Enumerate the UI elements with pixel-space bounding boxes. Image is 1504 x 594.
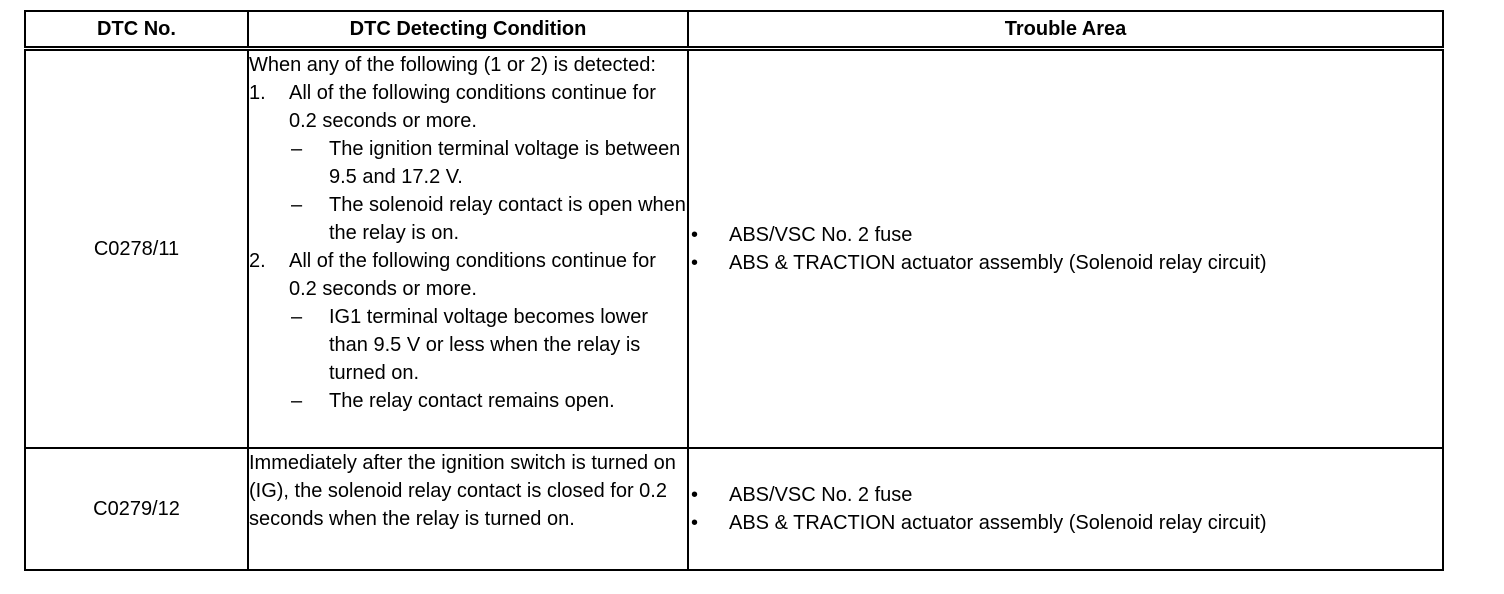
header-trouble-area: Trouble Area <box>688 11 1443 49</box>
trouble-area <box>688 49 1443 449</box>
item-number: 2. <box>249 250 266 272</box>
table-header-row <box>25 11 1443 49</box>
trouble-area-list <box>689 481 1442 537</box>
bullet-glyph: • <box>691 224 699 246</box>
condition-item <box>249 247 687 303</box>
table-row <box>25 49 1443 449</box>
condition-intro: When any of the following (1 or 2) is detected: <box>249 54 656 76</box>
dtc-code: C0278/11 <box>25 49 248 449</box>
item-text: All of the following conditions continue for 0.2 seconds or more. <box>289 82 656 132</box>
dtc-table <box>24 10 1444 571</box>
subitem-text: IG1 terminal voltage becomes lower than 9.5 V or less when the relay is turned on. <box>329 306 649 384</box>
trouble-area <box>688 448 1443 570</box>
condition-text: Immediately after the ignition switch is turned on (IG), the solenoid relay contact is closed for 0.2 seconds when the relay is turned on. <box>249 452 676 530</box>
header-dtc-no: DTC No. <box>25 11 248 49</box>
condition-item <box>249 79 687 135</box>
condition-subitem <box>249 303 687 387</box>
detecting-condition <box>248 49 688 449</box>
item-text: All of the following conditions continue for 0.2 seconds or more. <box>289 250 656 300</box>
bullet-glyph: • <box>691 252 699 274</box>
trouble-area-text: ABS/VSC No. 2 fuse <box>729 224 913 246</box>
list-item <box>689 481 1442 509</box>
header-detecting-condition: DTC Detecting Condition <box>248 11 688 49</box>
trouble-area-text: ABS & TRACTION actuator assembly (Solenoid relay circuit) <box>729 252 1267 274</box>
detecting-condition <box>248 448 688 570</box>
list-item <box>689 509 1442 537</box>
item-number: 1. <box>249 82 266 104</box>
list-item <box>689 249 1442 277</box>
condition-subitem <box>249 135 687 191</box>
dtc-code: C0279/12 <box>25 448 248 570</box>
condition-subitem <box>249 387 687 415</box>
trouble-area-text: ABS & TRACTION actuator assembly (Solenoid relay circuit) <box>729 512 1267 534</box>
trouble-area-text: ABS/VSC No. 2 fuse <box>729 484 913 506</box>
subitem-text: The ignition terminal voltage is between 9.5 and 17.2 V. <box>329 138 681 188</box>
list-item <box>689 221 1442 249</box>
subitem-text: The solenoid relay contact is open when the relay is on. <box>329 194 686 244</box>
trouble-area-list <box>689 221 1442 277</box>
dash-glyph: – <box>291 194 303 216</box>
condition-subitem <box>249 191 687 247</box>
dash-glyph: – <box>291 138 303 160</box>
bullet-glyph: • <box>691 484 699 506</box>
subitem-text: The relay contact remains open. <box>329 390 615 412</box>
table-row <box>25 448 1443 570</box>
dash-glyph: – <box>291 306 303 328</box>
dash-glyph: – <box>291 390 303 412</box>
bullet-glyph: • <box>691 512 699 534</box>
